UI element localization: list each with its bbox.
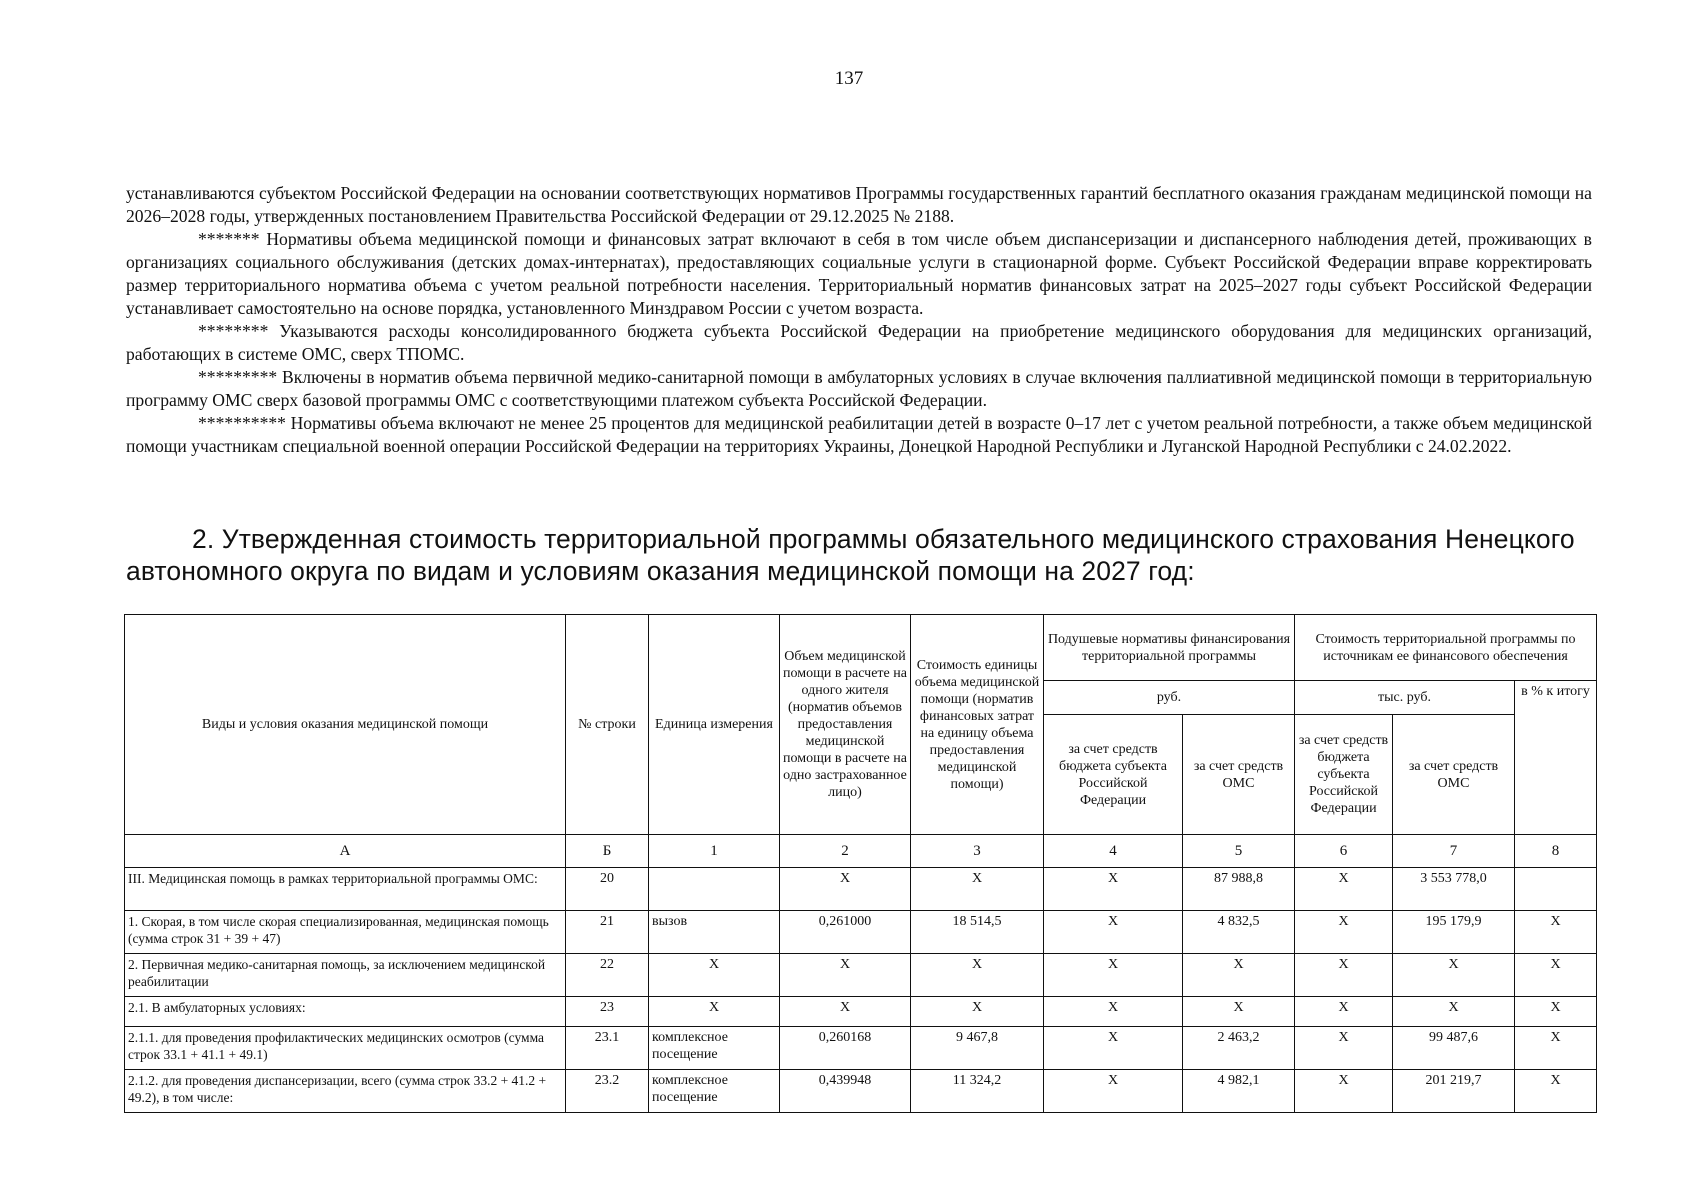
row-unit: комплексное посещение (649, 1070, 780, 1113)
header-thousand-rub: тыс. руб. (1295, 681, 1515, 715)
row-cost-oms: 201 219,7 (1393, 1070, 1515, 1113)
column-number: 8 (1515, 835, 1597, 868)
footnote-7: ******* Нормативы объема медицинской помощи и финансовых затрат включают в себя в том числе объем диспансеризации и диспансерного наблюдения детей, проживающих в организациях социального обслуживания (детских домах-интернатах), предоставляющих социальные услуги в стационарной форме. Субъект Российской Федерации вправе корректировать размер территориального норматива объема с учетом реальной потребности населения. Территориальный норматив финансовых затрат на 2025–2027 годы субъект Российской Федерации устанавливает самостоятельно на основе порядка, установленного Минздравом России с учетом возраста. (126, 229, 1592, 318)
header-volume: Объем медицинской помощи в расчете на одного жителя (норматив объемов предоставления медицинской помощи в расчете на одно застрахованное лицо) (780, 615, 911, 835)
row-per-capita-oms: 4 982,1 (1183, 1070, 1295, 1113)
row-per-capita-oms: 87 988,8 (1183, 868, 1295, 911)
row-number: 23.2 (566, 1070, 649, 1113)
row-number: 20 (566, 868, 649, 911)
footnote-continuation: устанавливаются субъектом Российской Федерации на основании соответствующих нормативов Программы государственных гарантий бесплатного оказания гражданам медицинской помощи на 2026–2028 годы, утвержденных постановлением Правительства Российской Федерации от 29.12.2025 № 2188. (126, 183, 1592, 226)
row-name: 2.1. В амбулаторных условиях: (125, 997, 566, 1027)
row-cost-oms: X (1393, 954, 1515, 997)
table-row (125, 954, 1597, 997)
column-number: 2 (780, 835, 911, 868)
column-number: Б (566, 835, 649, 868)
header-types: Виды и условия оказания медицинской помощи (125, 615, 566, 835)
column-number-row (125, 835, 1597, 868)
footnote-8: ******** Указываются расходы консолидированного бюджета субъекта Российской Федерации на приобретение медицинского оборудования для медицинских организаций, работающих в системе ОМС, сверх ТПОМС. (126, 321, 1592, 364)
header-per-capita: Подушевые нормативы финансирования территориальной программы (1044, 615, 1295, 681)
table-row (125, 911, 1597, 954)
row-cost-oms: X (1393, 997, 1515, 1027)
row-unit: комплексное посещение (649, 1027, 780, 1070)
row-per-capita-budget: X (1044, 1027, 1183, 1070)
row-unit-cost: 18 514,5 (911, 911, 1044, 954)
row-volume: X (780, 997, 911, 1027)
row-cost-budget: X (1295, 997, 1393, 1027)
row-number: 21 (566, 911, 649, 954)
header-oms-7: за счет средств ОМС (1393, 715, 1515, 835)
row-unit: вызов (649, 911, 780, 954)
row-per-capita-budget: X (1044, 997, 1183, 1027)
table-row (125, 1027, 1597, 1070)
header-budget-subject-4: за счет средств бюджета субъекта Российской Федерации (1044, 715, 1183, 835)
row-name: III. Медицинская помощь в рамках территориальной программы ОМС: (125, 868, 566, 911)
column-number: 4 (1044, 835, 1183, 868)
page-number: 137 (834, 68, 864, 89)
row-volume: X (780, 954, 911, 997)
row-name: 2. Первичная медико-санитарная помощь, за исключением медицинской реабилитации (125, 954, 566, 997)
row-percent: X (1515, 911, 1597, 954)
row-percent (1515, 868, 1597, 911)
column-number: 1 (649, 835, 780, 868)
row-unit (649, 868, 780, 911)
table-row (125, 1070, 1597, 1113)
column-number: 7 (1393, 835, 1515, 868)
row-per-capita-oms: 2 463,2 (1183, 1027, 1295, 1070)
row-unit: X (649, 997, 780, 1027)
row-name: 2.1.2. для проведения диспансеризации, всего (сумма строк 33.2 + 41.2 + 49.2), в том числе: (125, 1070, 566, 1113)
row-cost-oms: 195 179,9 (1393, 911, 1515, 954)
footnote-10: ********** Нормативы объема включают не менее 25 процентов для медицинской реабилитации детей в возрасте 0–17 лет с учетом реальной потребности, а также объем медицинской помощи участникам специальной военной операции Российской Федерации на территориях Украины, Донецкой Народной Республики и Луганской Народной Республики с 24.02.2022. (126, 413, 1592, 456)
row-per-capita-oms: X (1183, 954, 1295, 997)
column-number: 5 (1183, 835, 1295, 868)
cost-table (124, 614, 1597, 1113)
footnote-9: ********* Включены в норматив объема первичной медико-санитарной помощи в амбулаторных условиях в случае включения паллиативной медицинской помощи в территориальную программу ОМС сверх базовой программы ОМС с соответствующими платежом субъекта Российской Федерации. (126, 367, 1592, 410)
row-per-capita-budget: X (1044, 868, 1183, 911)
header-percent-total: в % к итогу (1515, 681, 1597, 835)
row-cost-budget: X (1295, 911, 1393, 954)
row-per-capita-budget: X (1044, 954, 1183, 997)
row-unit-cost: X (911, 997, 1044, 1027)
row-cost-oms: 3 553 778,0 (1393, 868, 1515, 911)
table-row (125, 868, 1597, 911)
row-unit-cost: X (911, 868, 1044, 911)
row-volume: 0,260168 (780, 1027, 911, 1070)
header-unit-cost: Стоимость единицы объема медицинской помощи (норматив финансовых затрат на единицу объема предоставления медицинской помощи) (911, 615, 1044, 835)
row-number: 23.1 (566, 1027, 649, 1070)
row-name: 2.1.1. для проведения профилактических медицинских осмотров (сумма строк 33.1 + 41.1 + 49.1) (125, 1027, 566, 1070)
column-number: 6 (1295, 835, 1393, 868)
row-unit-cost: 11 324,2 (911, 1070, 1044, 1113)
row-per-capita-budget: X (1044, 1070, 1183, 1113)
footnotes (126, 182, 1592, 458)
row-name: 1. Скорая, в том числе скорая специализированная, медицинская помощь (сумма строк 31 + 39 + 47) (125, 911, 566, 954)
header-cost-by-source: Стоимость территориальной программы по источникам ее финансового обеспечения (1295, 615, 1597, 681)
row-volume: 0,439948 (780, 1070, 911, 1113)
row-cost-oms: 99 487,6 (1393, 1027, 1515, 1070)
header-oms-5: за счет средств ОМС (1183, 715, 1295, 835)
row-volume: X (780, 868, 911, 911)
row-number: 23 (566, 997, 649, 1027)
row-unit-cost: X (911, 954, 1044, 997)
table-row (125, 997, 1597, 1027)
row-cost-budget: X (1295, 954, 1393, 997)
header-budget-subject-6: за счет средств бюджета субъекта Российской Федерации (1295, 715, 1393, 835)
row-percent: X (1515, 997, 1597, 1027)
row-cost-budget: X (1295, 1027, 1393, 1070)
header-unit: Единица измерения (649, 615, 780, 835)
row-per-capita-budget: X (1044, 911, 1183, 954)
column-number: А (125, 835, 566, 868)
row-percent: X (1515, 1070, 1597, 1113)
row-number: 22 (566, 954, 649, 997)
row-percent: X (1515, 1027, 1597, 1070)
row-cost-budget: X (1295, 1070, 1393, 1113)
header-rub: руб. (1044, 681, 1295, 715)
row-unit: X (649, 954, 780, 997)
section-heading: 2. Утвержденная стоимость территориальной программы обязательного медицинского страхования Ненецкого автономного округа по видам и условиям оказания медицинской помощи на 2027 год: (126, 524, 1575, 586)
header-row-no: № строки (566, 615, 649, 835)
row-percent: X (1515, 954, 1597, 997)
row-volume: 0,261000 (780, 911, 911, 954)
row-per-capita-oms: X (1183, 997, 1295, 1027)
row-cost-budget: X (1295, 868, 1393, 911)
row-per-capita-oms: 4 832,5 (1183, 911, 1295, 954)
row-unit-cost: 9 467,8 (911, 1027, 1044, 1070)
column-number: 3 (911, 835, 1044, 868)
